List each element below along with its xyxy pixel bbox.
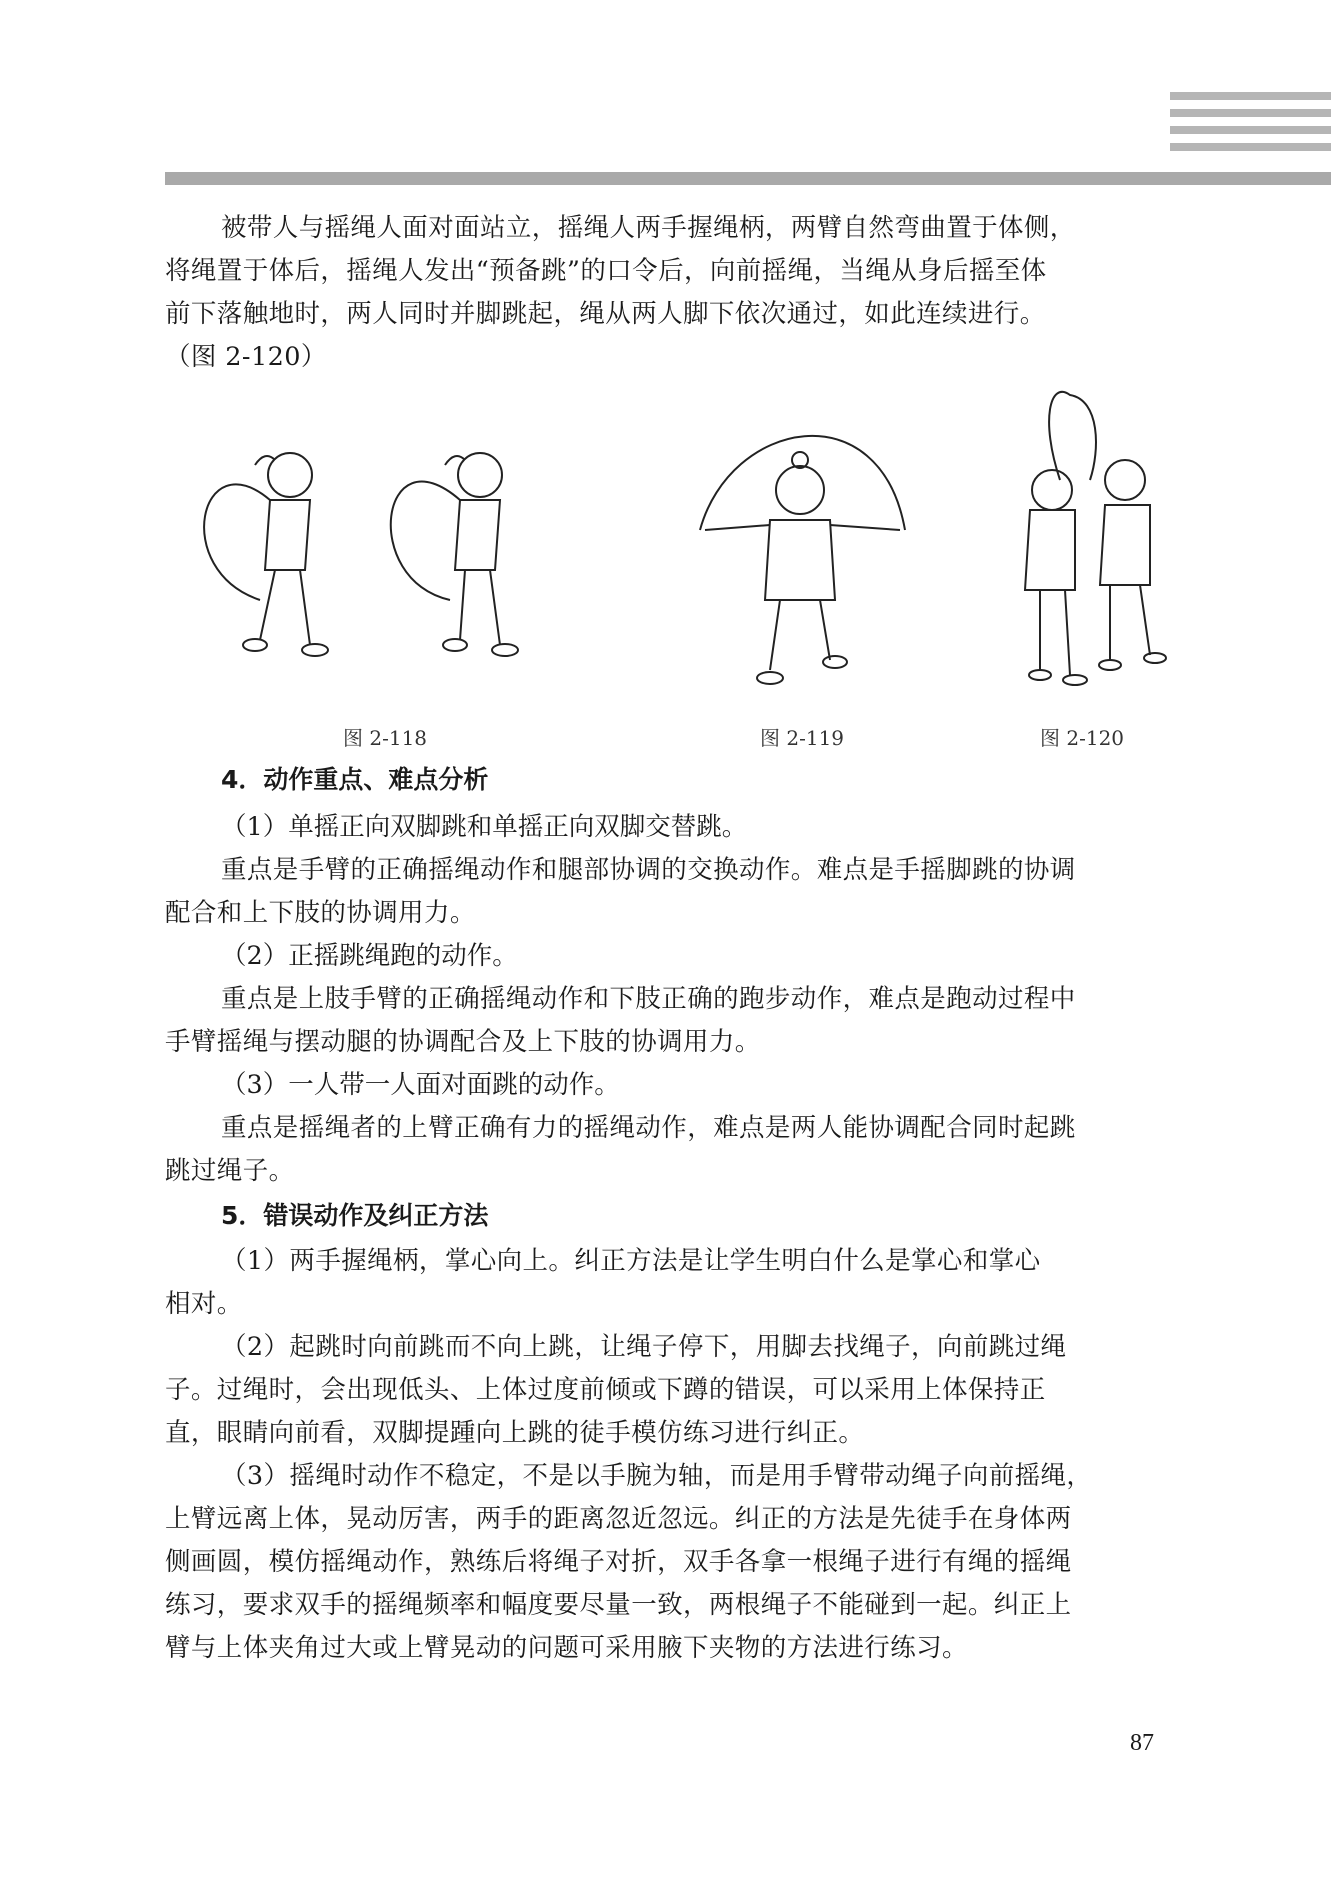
item-title: （1）单摇正向双脚跳和单摇正向双脚交替跳。	[221, 812, 748, 842]
text-line: （1）两手握绳柄，掌心向上。纠正方法是让学生明白什么是掌心和掌心	[221, 1246, 1041, 1276]
text-line: 子。过绳时，会出现低头、上体过度前倾或下蹲的错误，可以采用上体保持正	[165, 1375, 1046, 1405]
text-line: （图 2-120）	[165, 342, 327, 372]
text-line: （2）起跳时向前跳而不向上跳，让绳子停下，用脚去找绳子，向前跳过绳	[221, 1332, 1067, 1362]
item-title: （3）一人带一人面对面跳的动作。	[221, 1070, 620, 1100]
text-line: 练习，要求双手的摇绳频率和幅度要尽量一致，两根绳子不能碰到一起。纠正上	[165, 1590, 1072, 1620]
text-line: 上臂远离上体，晃动厉害，两手的距离忽近忽远。纠正的方法是先徒手在身体两	[165, 1504, 1072, 1534]
text-line: 跳过绳子。	[165, 1156, 295, 1186]
figure-caption: 图 2-120	[1040, 726, 1125, 750]
text-line: 重点是摇绳者的上臂正确有力的摇绳动作，难点是两人能协调配合同时起跳	[221, 1113, 1076, 1143]
text-line: 重点是手臂的正确摇绳动作和腿部协调的交换动作。难点是手摇脚跳的协调	[221, 855, 1076, 885]
item-title: （2）正摇跳绳跑的动作。	[221, 941, 518, 971]
figure-caption: 图 2-119	[760, 726, 845, 750]
text-line: 侧画圆，模仿摇绳动作，熟练后将绳子对折，双手各拿一根绳子进行有绳的摇绳	[165, 1547, 1072, 1577]
section-heading: 4．动作重点、难点分析	[221, 765, 489, 794]
page-number: 87	[1130, 1730, 1154, 1756]
text-line: 重点是上肢手臂的正确摇绳动作和下肢正确的跑步动作，难点是跑动过程中	[221, 984, 1076, 1014]
text-line: 直，眼睛向前看，双脚提踵向上跳的徒手模仿练习进行纠正。	[165, 1418, 865, 1448]
header-rule	[165, 172, 1331, 185]
figure-2-119-illustration	[690, 400, 920, 700]
text-line: 被带人与摇绳人面对面站立，摇绳人两手握绳柄，两臂自然弯曲置于体侧，	[221, 213, 1076, 243]
text-line: 相对。	[165, 1289, 243, 1319]
text-line: 前下落触地时，两人同时并脚跳起，绳从两人脚下依次通过，如此连续进行。	[165, 299, 1046, 329]
text-line: 手臂摇绳与摆动腿的协调配合及上下肢的协调用力。	[165, 1027, 761, 1057]
figure-2-118-illustration	[180, 420, 560, 700]
header-stripes	[1170, 92, 1331, 160]
text-line: （3）摇绳时动作不稳定，不是以手腕为轴，而是用手臂带动绳子向前摇绳，	[221, 1461, 1093, 1491]
figure-2-120-illustration	[1010, 390, 1170, 700]
text-line: 臂与上体夹角过大或上臂晃动的问题可采用腋下夹物的方法进行练习。	[165, 1633, 968, 1663]
text-line: 配合和上下肢的协调用力。	[165, 898, 476, 928]
figure-caption: 图 2-118	[343, 726, 428, 750]
text-line: 将绳置于体后，摇绳人发出“预备跳”的口令后，向前摇绳，当绳从身后摇至体	[165, 256, 1047, 286]
section-heading: 5．错误动作及纠正方法	[221, 1201, 489, 1230]
